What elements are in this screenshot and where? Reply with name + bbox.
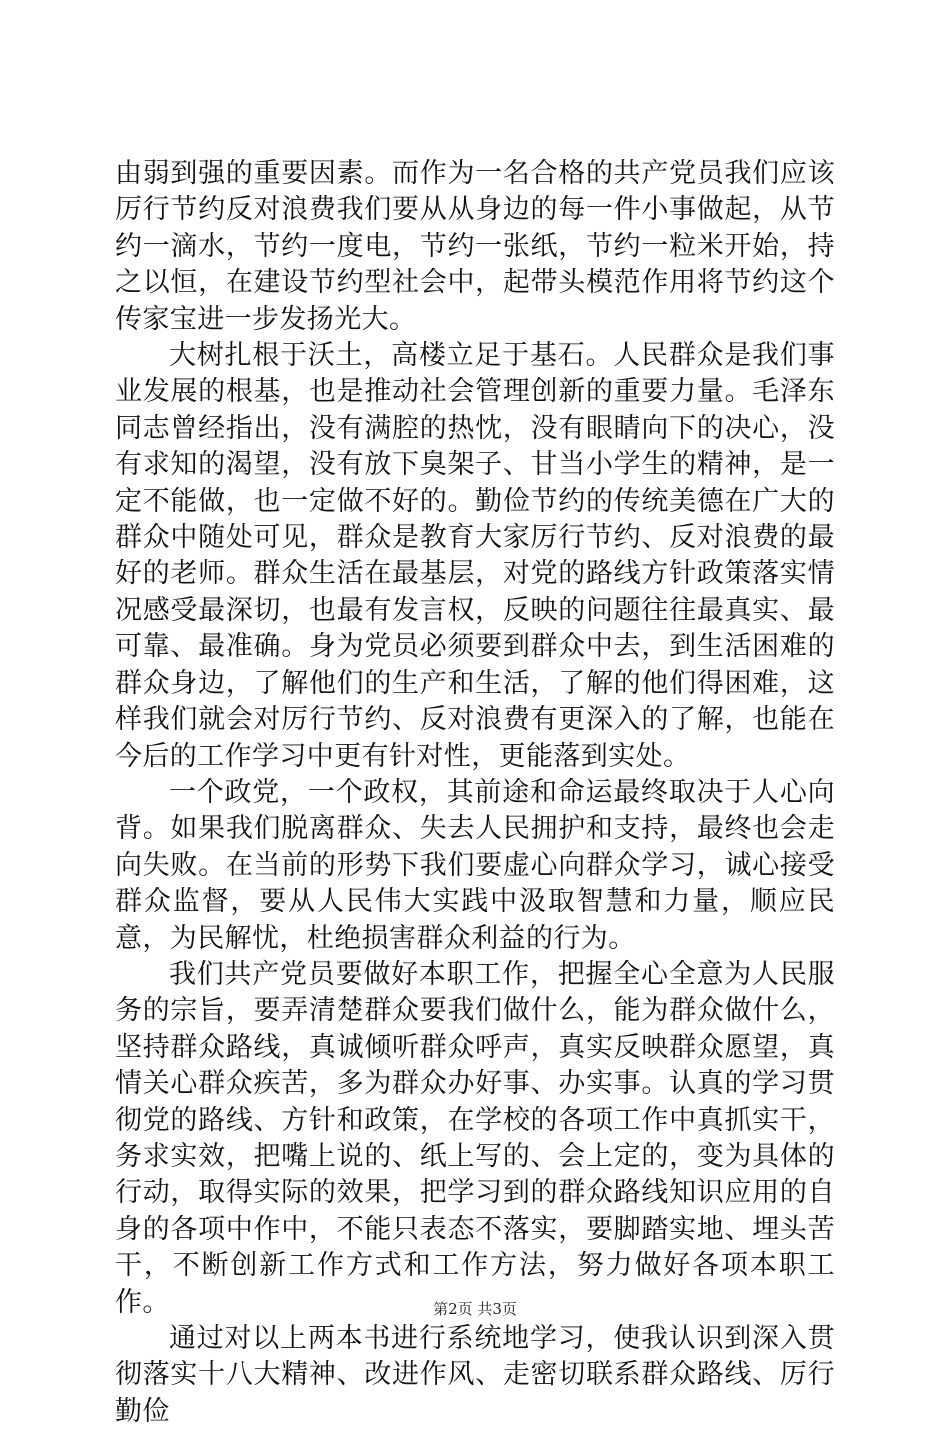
paragraph-1: 由弱到强的重要因素。而作为一名合格的共产党员我们应该厉行节约反对浪费我们要从从身边的每一件小事做起，从节约一滴水，节约一度电，节约一张纸，节约一粒米开始，持之以恒，在建设节约型社会中，起带头模范作用将节约这个传家宝进一步发扬光大。 [115, 158, 835, 335]
paragraph-2: 大树扎根于沃土，高楼立足于基石。人民群众是我们事业发展的根基，也是推动社会管理创新的重要力量。毛泽东同志曾经指出，没有满腔的热忱，没有眼睛向下的决心，没有求知的渴望，没有放下臭架子、甘当小学生的精神，是一定不能做，也一定做不好的。勤俭节约的传统美德在广大的群众中随处可见，群众是教育大家厉行节约、反对浪费的最好的老师。群众生活在最基层，对党的路线方针政策落实情况感受最深切，也最有发言权，反映的问题往往最真实、最可靠、最准确。身为党员必须要到群众中去，到生活困难的群众身边，了解他们的生产和生活，了解的他们得困难，这样我们就会对厉行节约、反对浪费有更深入的了解，也能在今后的工作学习中更有针对性，更能落到实处。 [115, 340, 835, 772]
paragraph-5: 通过对以上两本书进行系统地学习，使我认识到深入贯彻落实十八大精神、改进作风、走密切联系群众路线、厉行勤俭 [115, 1323, 835, 1427]
paragraph-4: 我们共产党员要做好本职工作，把握全心全意为人民服务的宗旨，要弄清楚群众要我们做什么，能为群众做什么，坚持群众路线，真诚倾听群众呼声，真实反映群众愿望，真情关心群众疾苦，多为群众办好事、办实事。认真的学习贯彻党的路线、方针和政策，在学校的各项工作中真抓实干，务求实效，把嘴上说的、纸上写的、会上定的，变为具体的行动，取得实际的效果，把学习到的群众路线知识应用的自身的各项中作中，不能只表态不落实，要脚踏实地、埋头苦干，不断创新工作方式和工作方法，努力做好各项本职工作。 [115, 958, 835, 1318]
page-number-footer: 第2页 共3页 [433, 1300, 517, 1318]
paragraph-3: 一个政党，一个政权，其前途和命运最终取决于人心向背。如果我们脱离群众、失去人民拥护和支持，最终也会走向失败。在当前的形势下我们要虚心向群众学习，诚心接受群众监督，要从人民伟大实践中汲取智慧和力量，顺应民意，为民解忧，杜绝损害群众利益的行为。 [115, 776, 835, 954]
document-body [115, 156, 835, 1430]
